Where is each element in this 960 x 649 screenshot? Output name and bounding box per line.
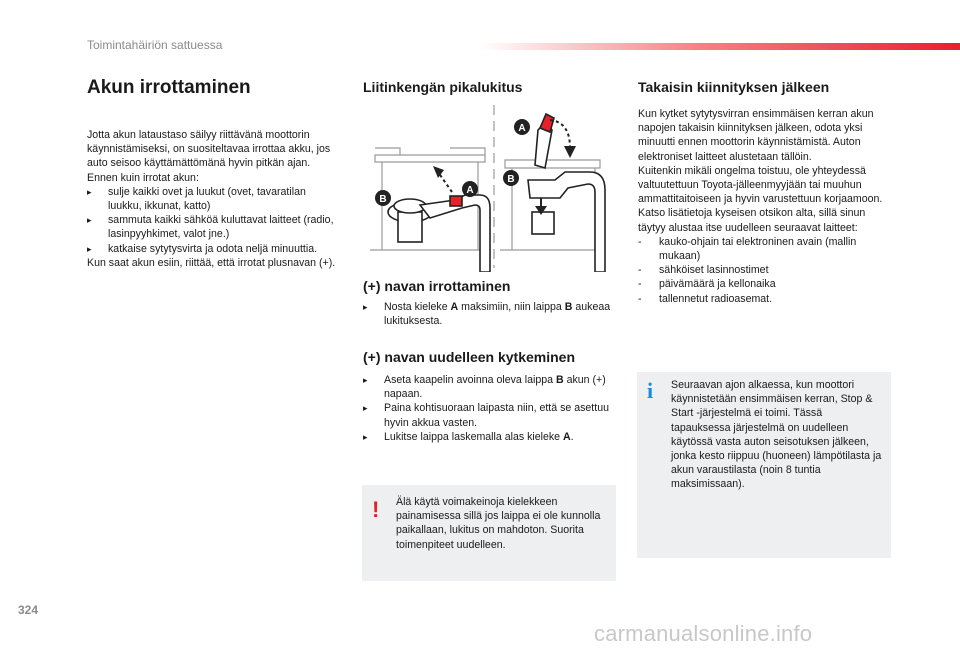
list-item: ▸ Aseta kaapelin avoinna oleva laippa B akun (+) napaan. xyxy=(363,374,606,401)
quick-lock-title: Liitinkengän pikalukitus xyxy=(363,79,523,95)
warning-box xyxy=(362,485,616,581)
info-box xyxy=(637,372,891,558)
list-item: ▸ sammuta kaikki sähköä kuluttavat laitteet (radio, lasinpyyhkimet, valot jne.) xyxy=(87,214,334,241)
label-a: A xyxy=(466,185,474,196)
warning-text: Älä käytä voimakeinoja kielekkeen painamisessa sillä jos laippa ei ole kunnolla paikallaan, lukitus on mahdoton. Suorita toimenpiteet uudelleen. xyxy=(396,496,601,551)
left-column xyxy=(87,128,337,270)
outro-paragraph: Kun saat akun esiin, riittää, että irrotat plusnavan (+). xyxy=(87,256,336,269)
section-title: Toimintahäiriön sattuessa xyxy=(87,38,223,52)
arrow-bullet-icon: ▸ xyxy=(87,186,92,197)
list-item: - päivämäärä ja kellonaika xyxy=(638,278,776,291)
intro-paragraph: Jotta akun lataustaso säilyy riittävänä moottorin käynnistämiseksi, on suositeltavaa irrottaa akku, jos auto seisoo käyttämättömänä hyvin pitkän ajan. xyxy=(87,129,331,170)
page-number: 324 xyxy=(18,603,39,617)
arrow-bullet-icon: ▸ xyxy=(363,403,368,414)
arrow-bullet-icon: ▸ xyxy=(87,243,92,254)
label-b: B xyxy=(507,174,515,185)
disconnect-heading: (+) navan irrottaminen xyxy=(363,278,511,294)
battery-terminal-illustration xyxy=(360,100,620,272)
info-icon: i xyxy=(647,378,654,403)
list-item: ▸ sulje kaikki ovet ja luukut (ovet, tavaratilan luukku, ikkunat, katto) xyxy=(87,185,306,213)
warning-icon: ! xyxy=(372,497,380,522)
list-item: ▸ Lukitse laippa laskemalla alas kieleke A. xyxy=(363,430,574,443)
paragraph: Kun kytket sytytysvirran ensimmäisen kerran akun napojen takaisin kiinnityksen jälkeen, odota yksi minuutti ennen moottorin käynnistämistä. Auton elektroniset laitteet alustetaan tällöin. xyxy=(638,108,874,163)
header-accent-bar xyxy=(480,43,960,50)
arrow-bullet-icon: ▸ xyxy=(363,431,368,442)
reconnect-steps xyxy=(363,373,613,444)
reconnect-heading: (+) navan uudelleen kytkeminen xyxy=(363,349,576,365)
paragraph: Kuitenkin mikäli ongelma toistuu, ole yhteydessä valtuutettuun Toyota-jälleenmyyjään tai muuhun ammattitaitoiseen ja hyvin varustettuun korjaamoon. xyxy=(638,164,883,206)
list-item: ▸ Paina kohtisuoraan laipasta niin, että se asettuu hyvin akkua vasten. xyxy=(363,402,609,429)
list-item: ▸ katkaise sytytysvirta ja odota neljä minuuttia. xyxy=(87,242,318,255)
list-item: - sähköiset lasinnostimet xyxy=(638,264,769,277)
watermark: carmanualsonline.info xyxy=(594,621,813,646)
right-column xyxy=(638,107,893,306)
info-text: Seuraavan ajon alkaessa, kun moottori käynnistetään ensimmäisen kerran, Stop & Start -järjestelmä ei toimi. Tässä tapauksessa järjestelmä on uudelleen käytössä vasta auton seisotuksen jälkeen, jonka kesto riippuu (huoneen) lämpötilasta ja akun varaustilasta (noin 8 tuntia maksimissaan). xyxy=(671,379,882,491)
label-b: B xyxy=(379,194,387,205)
list-item: - tallennetut radioasemat. xyxy=(638,292,773,305)
paragraph: Katso lisätietoja kyseisen otsikon alta, sillä sinun täytyy alustaa itse uudelleen seuraavat laitteet: xyxy=(638,207,866,234)
label-a: A xyxy=(518,123,526,134)
arrow-bullet-icon: ▸ xyxy=(87,215,92,226)
page-title: Akun irrottaminen xyxy=(87,77,251,98)
disconnect-steps xyxy=(363,300,613,328)
before-text: Ennen kuin irrotat akun: xyxy=(87,171,199,184)
arrow-bullet-icon: ▸ xyxy=(363,375,368,385)
arrow-bullet-icon: ▸ xyxy=(363,302,368,312)
list-item: - kauko-ohjain tai elektroninen avain (mallin mukaan) xyxy=(638,235,857,263)
list-item: ▸ Nosta kieleke A maksimiin, niin laippa B aukeaa lukituksesta. xyxy=(363,301,611,328)
after-reconnect-title: Takaisin kiinnityksen jälkeen xyxy=(638,79,830,95)
